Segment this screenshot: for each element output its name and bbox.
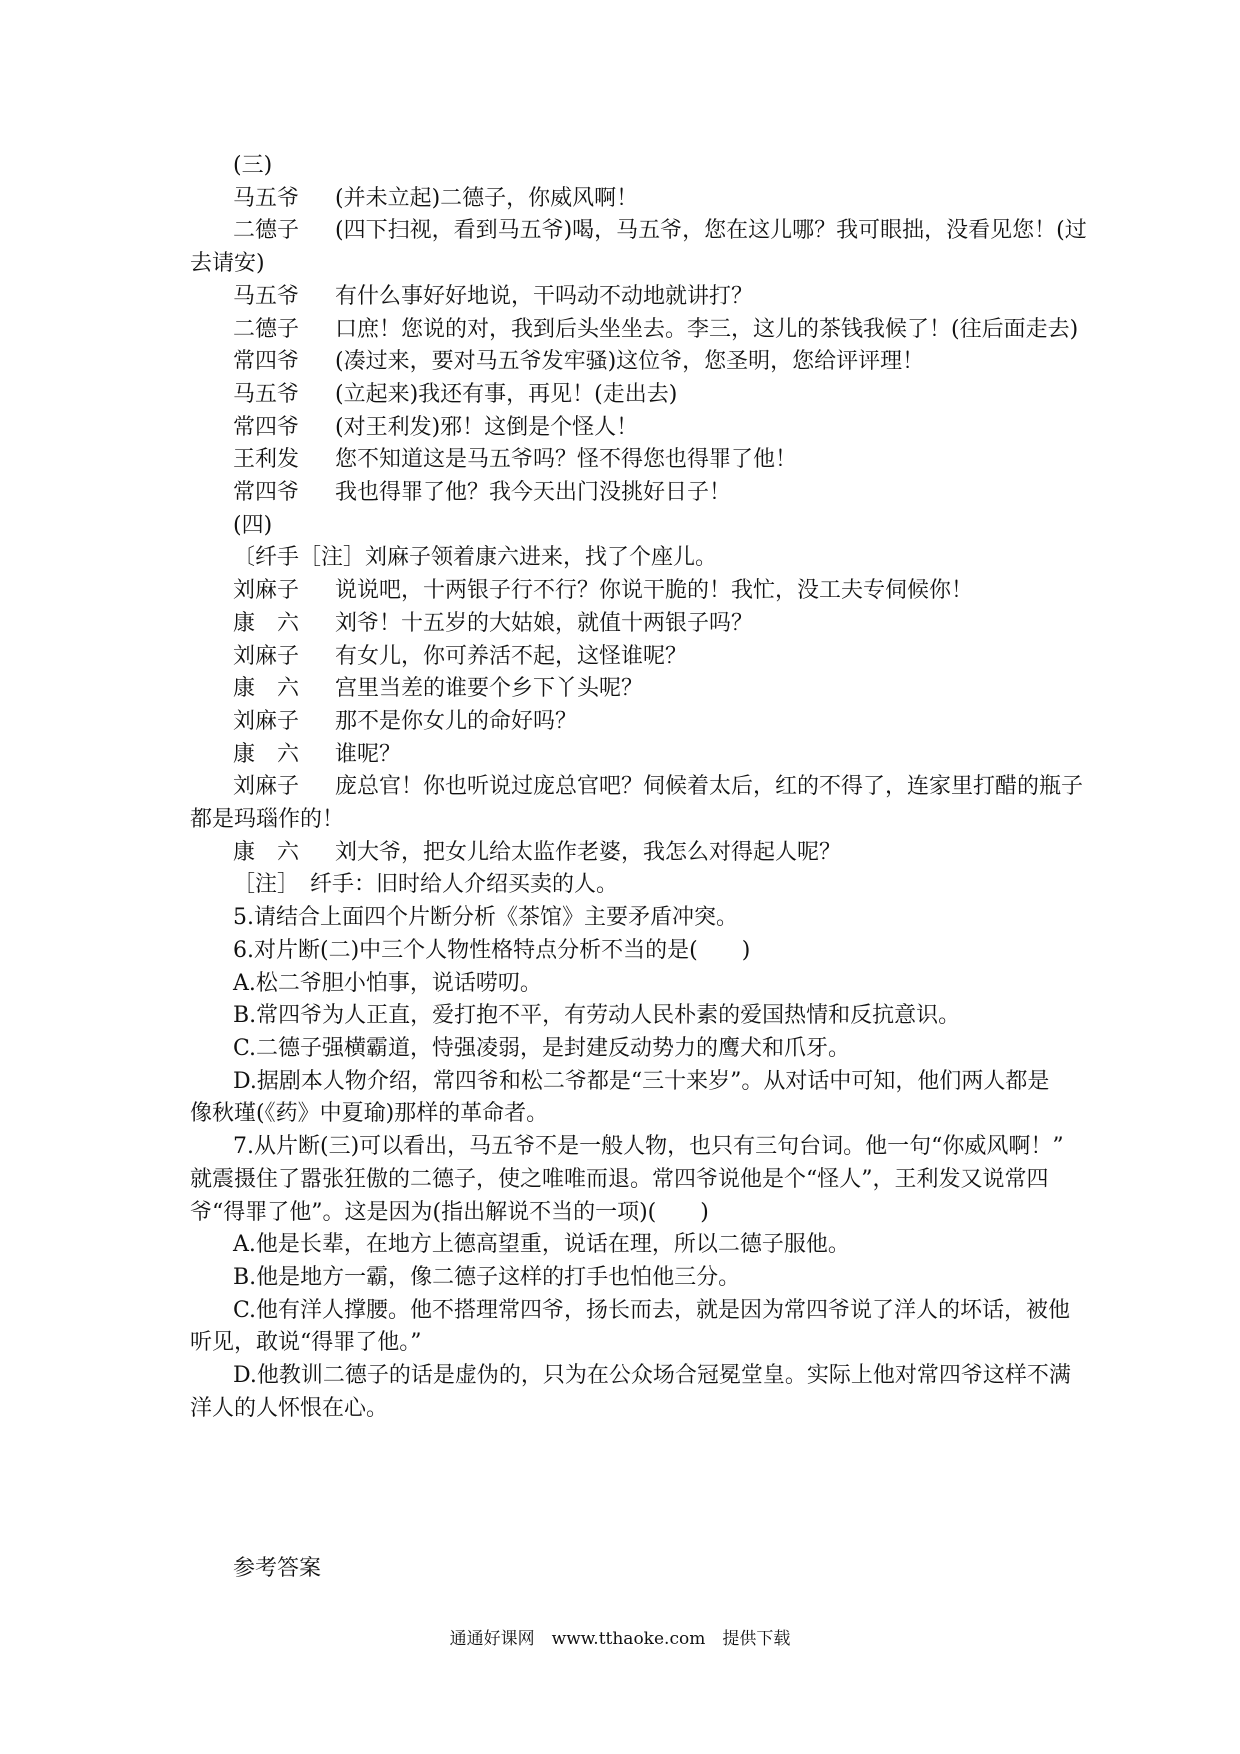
dialogue-text: (并未立起)二德子，你威风啊！ bbox=[335, 185, 639, 211]
dialogue-line bbox=[190, 346, 1062, 379]
dialogue-line bbox=[190, 575, 1062, 608]
dialogue-line bbox=[190, 771, 1084, 804]
dialogue-text: 口庶！您说的对，我到后头坐坐去。李三，这儿的茶钱我候了！(往后面走去) bbox=[335, 316, 1079, 342]
question-7-option-d: D.他教训二德子的话是虚伪的，只为在公众场合冠冕堂皇。实际上他对常四爷这样不满 bbox=[233, 1363, 1071, 1389]
speaker: 康 六 bbox=[233, 610, 300, 636]
footnote: ［注］ 纤手：旧时给人介绍买卖的人。 bbox=[233, 872, 619, 898]
dialogue-line bbox=[190, 706, 1062, 739]
speaker: 常四爷 bbox=[233, 414, 300, 440]
dialogue-continuation: 都是玛瑙作的！ bbox=[190, 807, 345, 833]
document-body bbox=[190, 150, 1087, 1425]
question-6: 6.对片断(二)中三个人物性格特点分析不当的是( ) bbox=[233, 937, 751, 963]
question-6-option-d: D.据剧本人物介绍，常四爷和松二爷都是“三十来岁”。从对话中可知，他们两人都是 bbox=[233, 1068, 1050, 1094]
question-7-continuation: 爷“得罪了他”。这是因为(指出解说不当的一项)( ) bbox=[190, 1199, 709, 1225]
dialogue-line bbox=[190, 673, 1062, 706]
dialogue-line bbox=[190, 412, 1062, 445]
dialogue-line bbox=[190, 641, 1062, 674]
dialogue-line bbox=[190, 281, 1062, 314]
dialogue-line bbox=[190, 837, 1062, 870]
question-7-option-d-continuation: 洋人的人怀恨在心。 bbox=[190, 1395, 389, 1421]
question-5: 5.请结合上面四个片断分析《茶馆》主要矛盾冲突。 bbox=[233, 905, 738, 931]
speaker: 常四爷 bbox=[233, 349, 300, 375]
speaker: 刘麻子 bbox=[233, 643, 300, 669]
dialogue-text: 您不知道这是马五爷吗？怪不得您也得罪了他！ bbox=[335, 447, 798, 473]
dialogue-line bbox=[190, 477, 1062, 510]
dialogue-line bbox=[190, 739, 1062, 772]
dialogue-line bbox=[190, 183, 1062, 216]
question-7: 7.从片断(三)可以看出，马五爷不是一般人物，也只有三句台词。他一句“你威风啊！” bbox=[233, 1134, 1064, 1160]
question-7-option-c: C.他有洋人撑腰。他不搭理常四爷，扬长而去，就是因为常四爷说了洋人的坏话，被他 bbox=[233, 1297, 1071, 1323]
dialogue-text: 那不是你女儿的命好吗？ bbox=[335, 708, 578, 734]
speaker: 二德子 bbox=[233, 218, 300, 244]
dialogue-text: (凑过来，要对马五爷发牢骚)这位爷，您圣明，您给评评理！ bbox=[335, 349, 925, 375]
speaker: 康 六 bbox=[233, 839, 300, 865]
section-heading-3: (三) bbox=[233, 153, 273, 178]
dialogue-text: 说说吧，十两银子行不行？你说干脆的！我忙，没工夫专伺候你！ bbox=[335, 578, 974, 604]
speaker: 马五爷 bbox=[233, 185, 300, 211]
dialogue-text: 谁呢？ bbox=[335, 741, 402, 767]
dialogue-text: (四下扫视，看到马五爷)喝，马五爷，您在这儿哪？我可眼拙，没看见您！(过 bbox=[335, 218, 1087, 244]
question-6-option-b: B.常四爷为人正直，爱打抱不平，有劳动人民朴素的爱国热情和反抗意识。 bbox=[233, 1003, 961, 1029]
dialogue-text: 我也得罪了他？我今天出门没挑好日子！ bbox=[335, 480, 732, 506]
dialogue-text: 庞总官！你也听说过庞总官吧？伺候着太后，红的不得了，连家里打醋的瓶子 bbox=[335, 774, 1084, 800]
dialogue-text: 有什么事好好地说，干吗动不动地就讲打？ bbox=[335, 283, 754, 309]
speaker: 康 六 bbox=[233, 741, 300, 767]
stage-direction: 〔纤手［注］刘麻子领着康六进来，找了个座儿。 bbox=[233, 545, 718, 571]
speaker: 马五爷 bbox=[233, 381, 300, 407]
page-footer: 通通好课网 www.tthaoke.com 提供下载 bbox=[449, 1629, 791, 1649]
question-6-option-c: C.二德子强横霸道，恃强凌弱，是封建反动势力的鹰犬和爪牙。 bbox=[233, 1035, 851, 1061]
speaker: 刘麻子 bbox=[233, 578, 300, 604]
dialogue-line bbox=[190, 215, 1087, 248]
speaker: 刘麻子 bbox=[233, 774, 300, 800]
question-6-option-d-continuation: 像秋瑾(《药》中夏瑜)那样的革命者。 bbox=[190, 1101, 549, 1127]
speaker: 王利发 bbox=[233, 447, 300, 473]
dialogue-text: (立起来)我还有事，再见！(走出去) bbox=[335, 381, 678, 407]
question-6-option-a: A.松二爷胆小怕事，说话唠叨。 bbox=[233, 970, 542, 996]
question-7-option-c-continuation: 听见，敢说“得罪了他。” bbox=[190, 1330, 422, 1356]
speaker: 马五爷 bbox=[233, 283, 300, 309]
section-heading-4: (四) bbox=[233, 512, 273, 538]
dialogue-line bbox=[190, 379, 1062, 412]
speaker: 常四爷 bbox=[233, 480, 300, 506]
question-7-option-a: A.他是长辈，在地方上德高望重，说话在理，所以二德子服他。 bbox=[233, 1232, 850, 1258]
question-7-continuation: 就震摄住了嚣张狂傲的二德子，使之唯唯而退。常四爷说他是个“怪人”，王利发又说常四 bbox=[190, 1166, 1049, 1192]
dialogue-line bbox=[190, 608, 1062, 641]
dialogue-text: 刘爷！十五岁的大姑娘，就值十两银子吗？ bbox=[335, 610, 754, 636]
speaker: 二德子 bbox=[233, 316, 300, 342]
dialogue-text: 宫里当差的谁要个乡下丫头呢？ bbox=[335, 676, 644, 702]
dialogue-continuation: 去请安) bbox=[190, 251, 265, 277]
speaker: 康 六 bbox=[233, 676, 300, 702]
dialogue-text: 有女儿，你可养活不起，这怪谁呢？ bbox=[335, 643, 688, 669]
dialogue-text: 刘大爷，把女儿给太监作老婆，我怎么对得起人呢？ bbox=[335, 839, 842, 865]
answer-heading: 参考答案 bbox=[233, 1556, 322, 1581]
question-7-option-b: B.他是地方一霸，像二德子这样的打手也怕他三分。 bbox=[233, 1264, 741, 1290]
speaker: 刘麻子 bbox=[233, 708, 300, 734]
dialogue-line bbox=[190, 444, 1062, 477]
dialogue-text: (对王利发)邪！这倒是个怪人！ bbox=[335, 414, 639, 440]
dialogue-line bbox=[190, 314, 1079, 347]
